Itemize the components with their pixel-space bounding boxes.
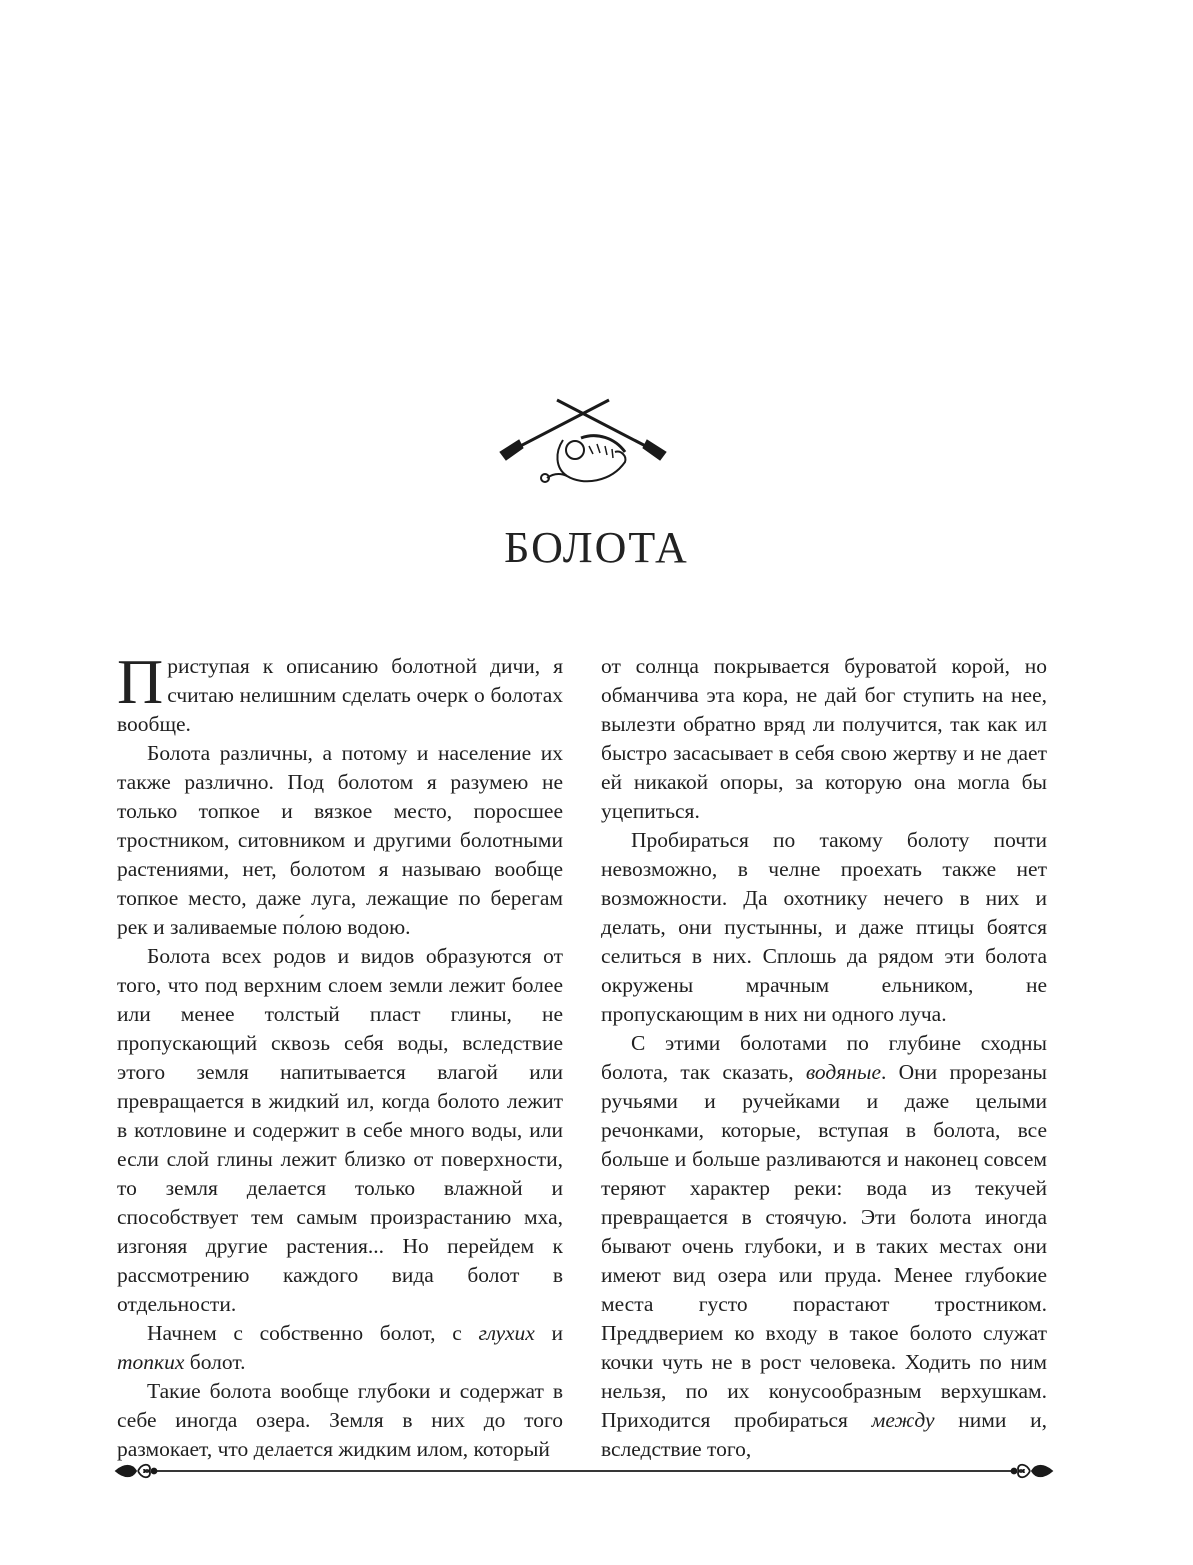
- paragraph: Такие болота вообще глубоки и содержат в себе иногда озера. Земля в них до того размокает, что делается жидким илом, который: [117, 1379, 563, 1461]
- paragraph: Пробираться по такому болоту почти невозможно, в челне проехать также нет возможности. Да охотнику нечего в них и делать, они пустынны, и даже птицы боятся селиться в них. Сплошь да рядом эти болота окружены мрачным ельником, не пропускающим в них ни одного луча.: [601, 828, 1047, 1026]
- drop-cap: П: [117, 646, 164, 717]
- paragraph: С этими болотами по глубине сходны болота, так сказать, водяные. Они прорезаны ручьями и ручейками и даже целыми речонками, которые, вступая в болота, все больше и больше разливаются и наконец совсем теряют характер реки: вода из текучей превращается в стоячую. Эти болота иногда бывают очень глубоки, и в таких местах они имеют вид озера или пруда. Менее глубокие места густо порастают тростником. Преддверием ко входу в такое болото служат кочки чуть не в рост человека. Ходить по ним нельзя, по их конусообразным верхушкам. Приходится пробираться между ними и, вследствие того,: [601, 1031, 1047, 1461]
- text-column-right: [601, 652, 1047, 1464]
- chapter-title: БОЛОТА: [504, 523, 689, 572]
- paragraph: Начнем с собственно болот, с глухих и топких болот.: [117, 1321, 563, 1374]
- paragraph: от солнца покрывается буроватой корой, но обманчива эта кора, не дай бог ступить на нее, вылезти обратно вряд ли получится, так как ил быстро засасывает в себя свою жертву и не дает ей никакой опоры, за которую она могла бы уцепиться.: [601, 654, 1047, 823]
- text-column-left: [117, 646, 563, 1464]
- paragraph: Приступая к описанию болотной дичи, я считаю нелишним сделать очерк о болотах вообще.: [117, 646, 563, 736]
- crossed-rifles-hunting-horn-icon: [497, 392, 669, 502]
- paragraph: Болота всех родов и видов образуются от того, что под верхним слоем земли лежит более или менее толстый пласт глины, не пропускающий сквозь себя воды, вследствие этого земля напитывается влагой или превращается в жидкий ил, когда болото лежит в котловине и содержит в себе много воды, или если слой глины лежит близко от поверхности, то земля делается только влажной и способствует тем самым произрастанию мха, изгоняя другие растения... Но перейдем к рассмотрению каждого вида болот в отдельности.: [117, 944, 563, 1316]
- ornamental-rule-icon: [112, 1458, 1056, 1484]
- paragraph: Болота различны, а потому и население их также различно. Под болотом я разумею не только топкое и вязкое место, поросшее тростником, ситовником и другими болотными растениями, нет, болотом я называю вообще топкое место, даже луга, лежащие по берегам рек и заливаемые по́лою водою.: [117, 741, 563, 939]
